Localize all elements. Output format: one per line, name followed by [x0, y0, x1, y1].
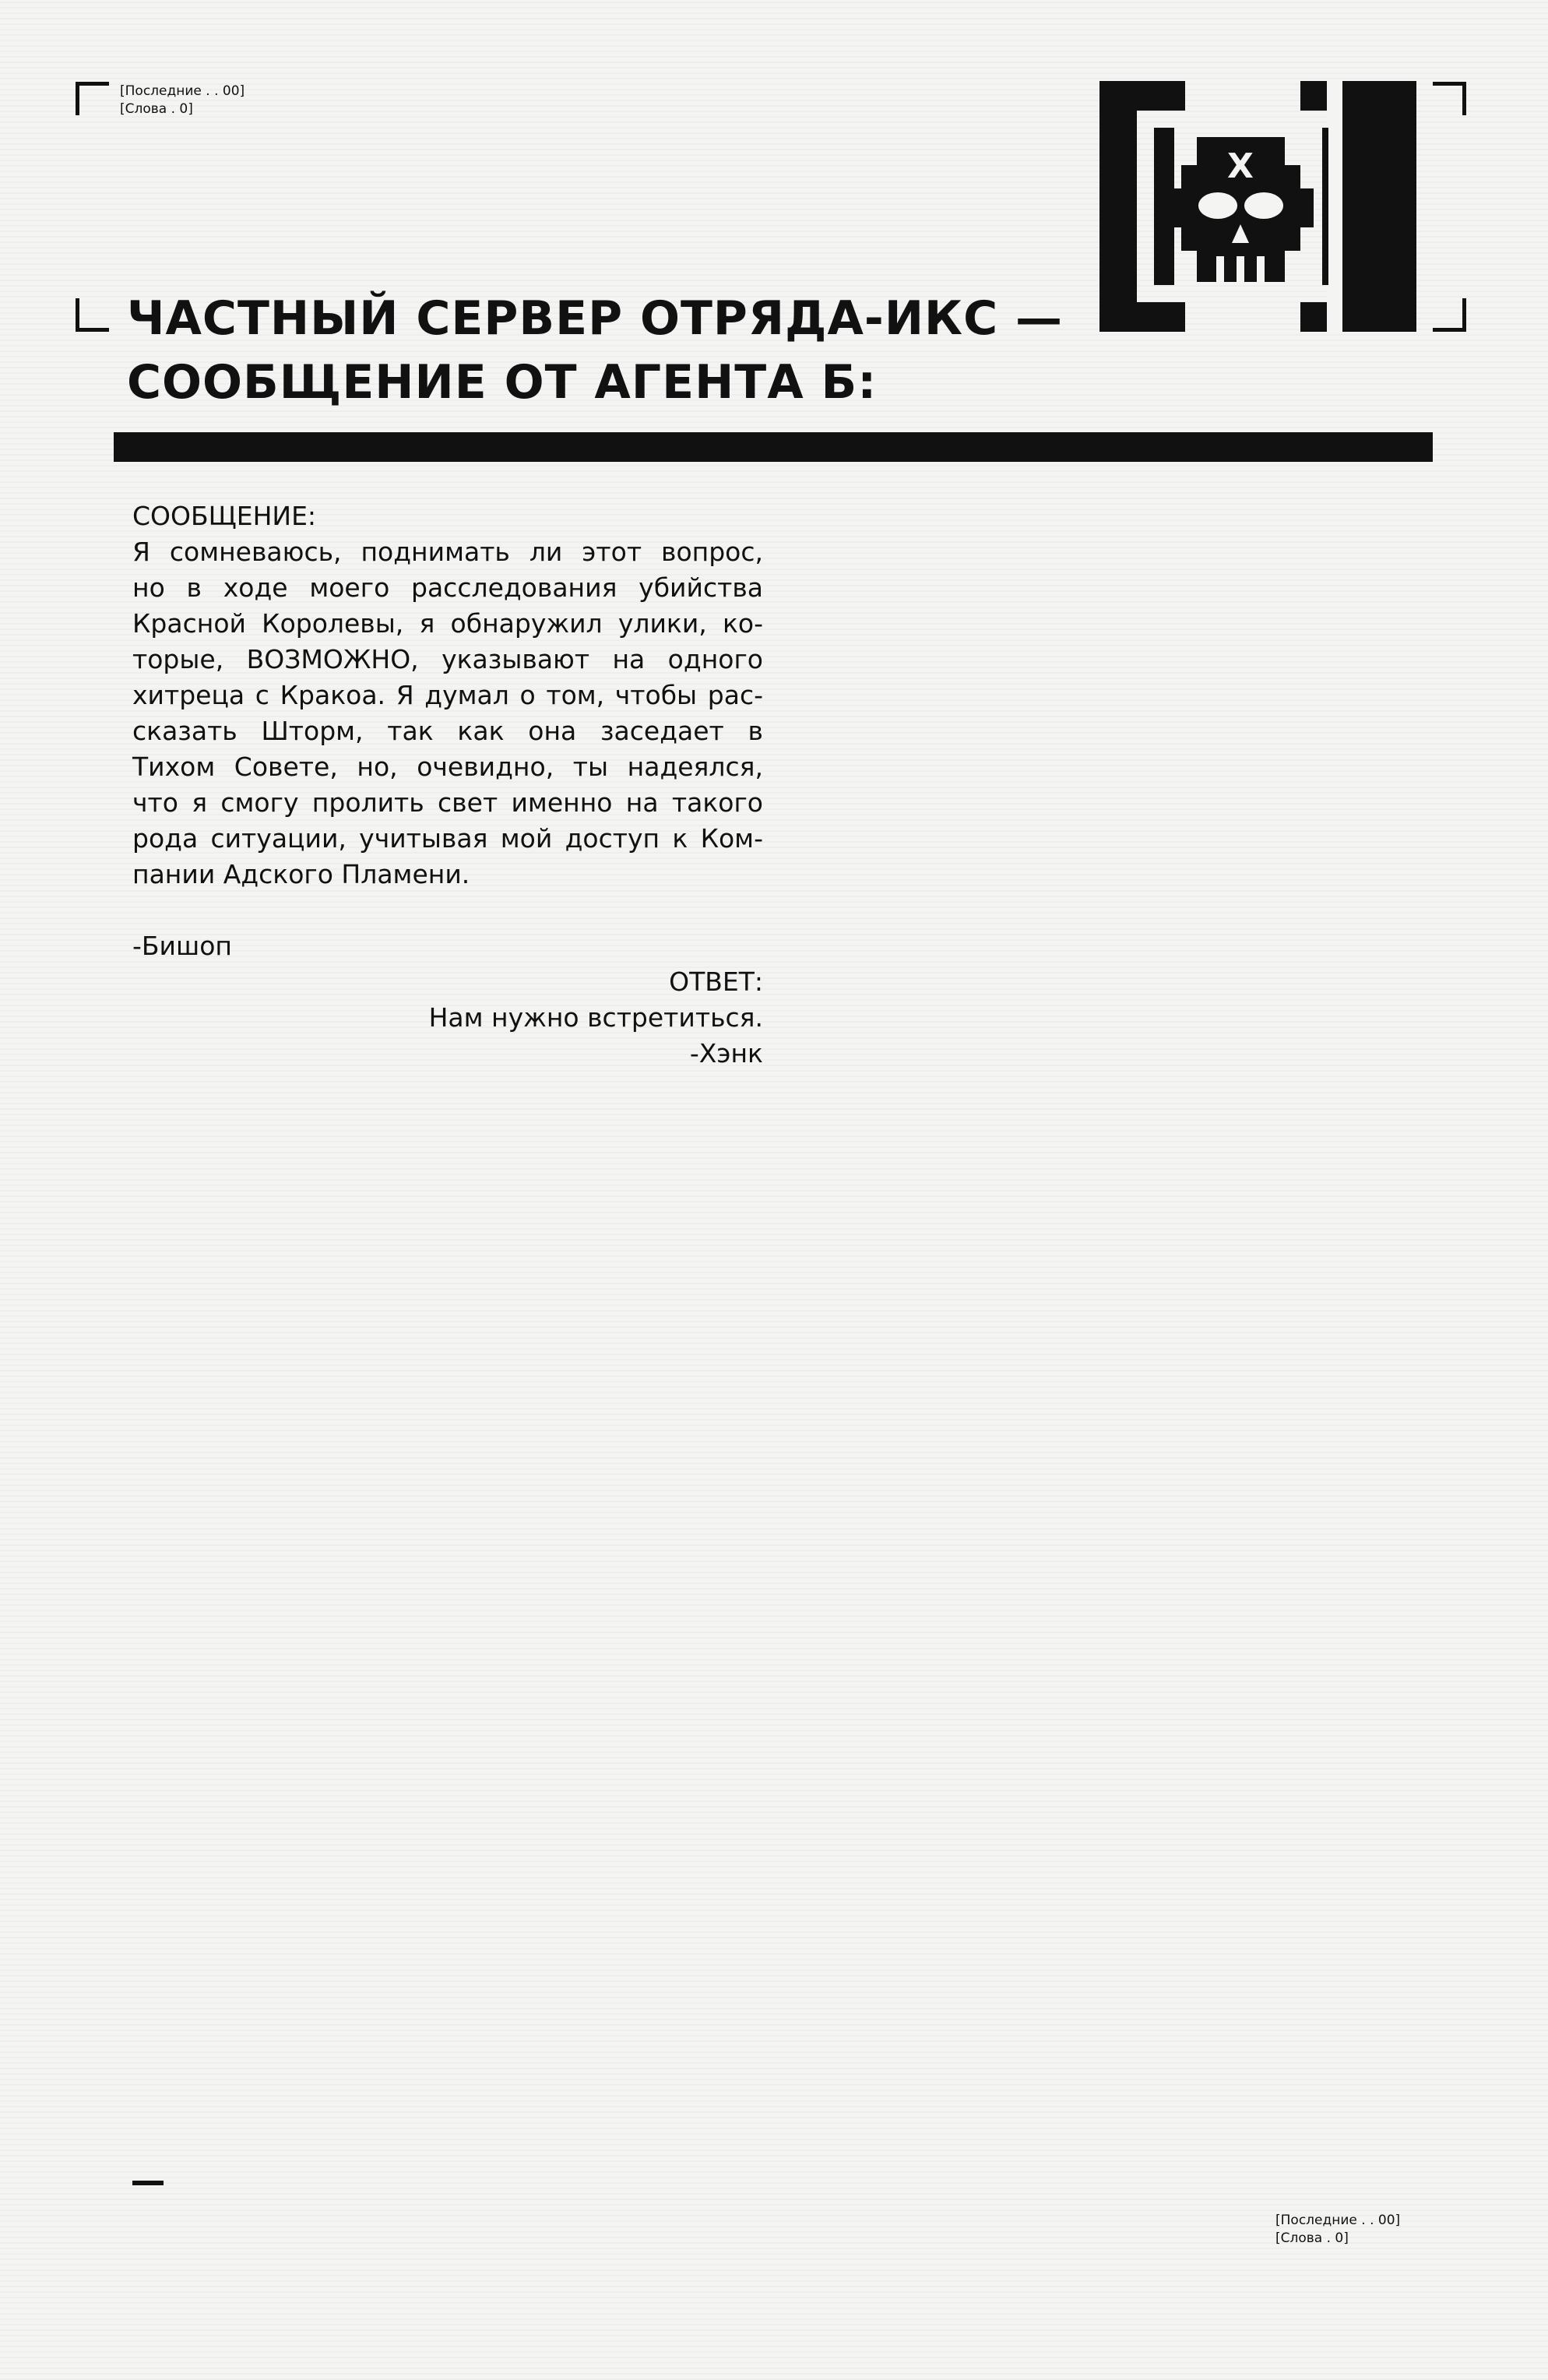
- message-line: сказать Шторм, так как она заседает в: [132, 716, 763, 746]
- reply-label: ОТВЕТ:: [669, 966, 763, 997]
- page-title-line-1: ЧАСТНЫЙ СЕРВЕР ОТРЯДА-ИКС —: [127, 291, 1064, 346]
- page-title-line-2: СООБЩЕНИЕ ОТ АГЕНТА Б:: [127, 355, 878, 410]
- title-divider-bar: [114, 432, 1433, 462]
- message-body: [132, 498, 763, 1072]
- page-title: [127, 287, 1092, 414]
- meta-latest: [Последние . . 00]: [120, 83, 245, 99]
- corner-bracket-bottom-left: [76, 298, 109, 332]
- message-line: пании Адского Пламени.: [132, 859, 470, 889]
- message-line: Красной Королевы, я обнаружил улики, ко-: [132, 608, 763, 639]
- corner-bracket-bottom-right: [1433, 298, 1466, 332]
- message-line: но в ходе моего расследования убийства: [132, 572, 763, 603]
- reply-block: [132, 964, 763, 1072]
- meta-latest: [Последние . . 00]: [1275, 2213, 1401, 2228]
- meta-info-bottom: [1275, 2212, 1400, 2248]
- message-line: Я сомневаюсь, поднимать ли этот вопрос,: [132, 537, 763, 567]
- meta-words: [Слова . 0]: [120, 101, 193, 117]
- footer-dash: [132, 2181, 164, 2185]
- message-line: Тихом Совете, но, очевидно, ты надеялся,: [132, 752, 763, 782]
- logo-x-mark: X: [1227, 146, 1254, 186]
- corner-bracket-top-left: [76, 82, 109, 115]
- message-line: торые, ВОЗМОЖНО, указывают на одного: [132, 644, 763, 674]
- x-men-skull-logo-icon: [1099, 81, 1416, 332]
- message-signature: -Бишоп: [132, 931, 232, 961]
- meta-words: [Слова . 0]: [1275, 2230, 1349, 2246]
- message-line: что я смогу пролить свет именно на такого: [132, 787, 763, 818]
- message-label: СООБЩЕНИЕ:: [132, 501, 317, 531]
- meta-info-top: [120, 83, 245, 118]
- reply-text: Нам нужно встретиться.: [428, 1002, 763, 1033]
- message-line: хитреца с Кракоа. Я думал о том, чтобы рас-: [132, 680, 763, 710]
- message-line: рода ситуации, учитывая мой доступ к Ком-: [132, 823, 763, 854]
- reply-signature: -Хэнк: [689, 1038, 763, 1069]
- corner-bracket-top-right: [1433, 82, 1466, 115]
